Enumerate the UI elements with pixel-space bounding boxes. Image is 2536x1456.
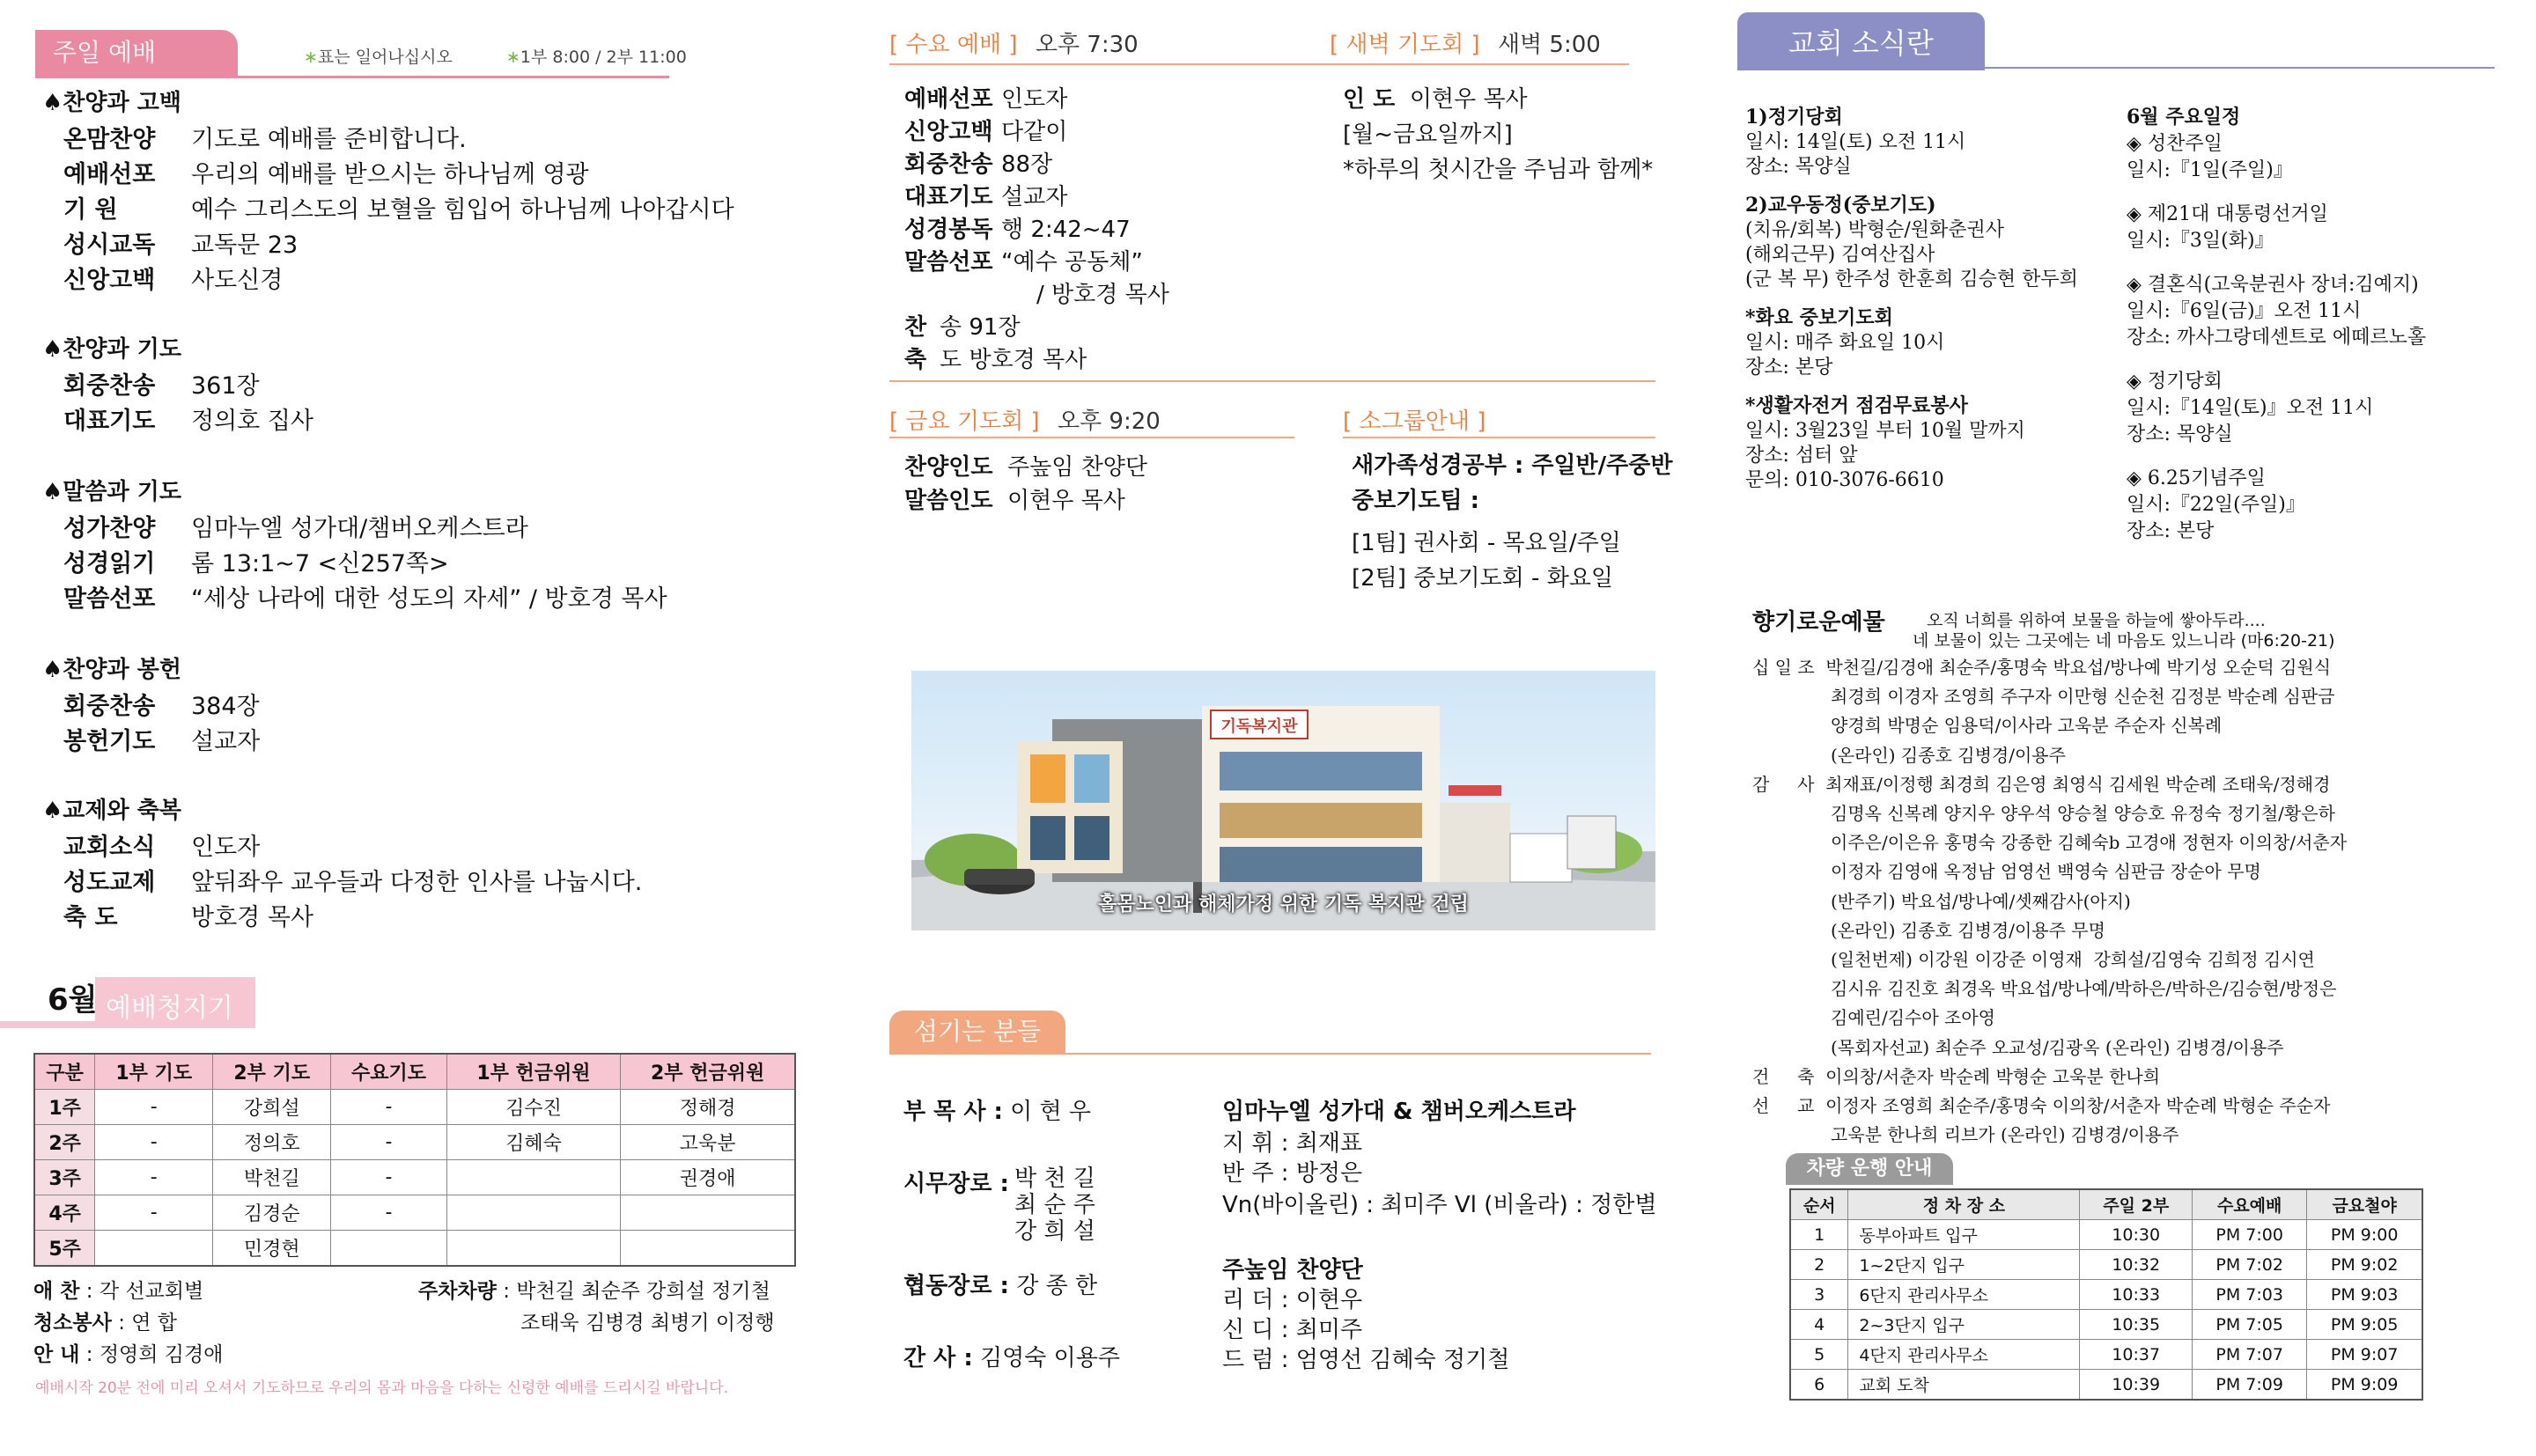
table-cell xyxy=(446,1160,621,1195)
schedule-month: 6월 xyxy=(48,982,98,1018)
table-row xyxy=(34,1160,795,1195)
bus-row xyxy=(1790,1280,2422,1310)
dawn-days: [월~금요일까지] xyxy=(1343,121,1513,148)
table-header-cell: 구분 xyxy=(34,1054,95,1090)
news-left-line: 일시: 14일(토) 오전 11시 xyxy=(1745,131,1966,153)
news-left-line: *화요 중보기도회 xyxy=(1745,306,1893,329)
offering-line: (목회자선교) 최순주 오교성/김광옥 (온라인) 김병경/이용주 xyxy=(1752,1036,2284,1058)
schedule-title: 예배청지기 xyxy=(106,993,233,1024)
news-left-line: 장소: 섬터 앞 xyxy=(1745,445,1858,467)
news-left-line: 일시: 매주 화요일 10시 xyxy=(1745,332,1945,354)
bus-row xyxy=(1790,1310,2422,1340)
offering-line: 고욱분 한나희 리브가 (온라인) 김병경/이용주 xyxy=(1752,1124,2179,1146)
bus-cell: PM 9:02 xyxy=(2307,1250,2422,1280)
order-item xyxy=(63,544,449,578)
table-cell xyxy=(621,1195,795,1231)
table-cell: 김혜숙 xyxy=(446,1125,621,1160)
bus-cell: 10:33 xyxy=(2080,1280,2193,1310)
bus-row xyxy=(1790,1220,2422,1250)
wed-order-value: 88장 xyxy=(1001,151,1053,178)
table-header-cell: 수요기도 xyxy=(331,1054,446,1090)
order-item-value: 예수 그리스도의 보혈을 힘입어 하나님께 나아갑시다 xyxy=(191,196,734,224)
bus-cell: 6 xyxy=(1790,1370,1848,1401)
wed-order-label: 축 xyxy=(904,347,927,373)
table-cell: 2주 xyxy=(34,1125,95,1160)
order-item-value: 384장 xyxy=(191,693,260,720)
news-right-line: ◈ 6.25기념주일 xyxy=(2127,467,2266,489)
news-left-line: 장소: 목양실 xyxy=(1745,156,1852,178)
order-item-label: 대표기도 xyxy=(63,408,156,435)
bus-cell: 10:39 xyxy=(2080,1370,2193,1401)
offering-line: (일천번제) 이강원 이강준 이영재 강희설/김영숙 김희정 김시연 xyxy=(1752,949,2315,970)
table-cell xyxy=(95,1231,213,1267)
order-item xyxy=(63,827,260,862)
news-left-line: 2)교우동정(중보기도) xyxy=(1745,194,1936,217)
order-item-value: “세상 나라에 대한 성도의 자세” / 방호경 목사 xyxy=(191,585,667,613)
table-cell: 정해경 xyxy=(621,1090,795,1125)
smallgroup-divider xyxy=(1343,437,1655,438)
bus-schedule-table xyxy=(1789,1188,2423,1401)
dawn-leader: 인 도 이현우 목사 xyxy=(1343,86,1528,113)
order-item-label: 성도교제 xyxy=(63,869,156,896)
bus-header-row xyxy=(1790,1189,2422,1220)
offering-verse-1: 오직 너희를 위하여 보물을 하늘에 쌓아두라.... xyxy=(1927,611,2266,630)
fri-word-leader: 말씀인도 이현우 목사 xyxy=(904,488,1125,514)
wed-order-value: 행 2:42~47 xyxy=(1001,217,1131,243)
smallgroup-bible-study: 새가족성경공부 : 주일반/주중반 xyxy=(1352,452,1673,479)
praise-team-title: 주높임 찬양단 xyxy=(1222,1257,1363,1283)
news-right-line: 장소: 까사그랑데센트로 에떼르노홀 xyxy=(2127,327,2427,349)
offering-line: 양경희 박명순 임용덕/이사라 고욱분 주순자 신복례 xyxy=(1752,715,2223,737)
bus-cell: PM 9:00 xyxy=(2307,1220,2422,1250)
bus-cell: PM 7:00 xyxy=(2193,1220,2307,1250)
coop-elder: 협동장로 : 강 종 한 xyxy=(903,1273,1098,1299)
wed-order-value: / 방호경 목사 xyxy=(1036,282,1169,308)
wed-divider xyxy=(889,63,1629,65)
offering-line: 김시유 김진호 최경옥 박요섭/방나예/박하은/박하은/김승현/방정은 xyxy=(1752,978,2337,1000)
offering-line: (반주기) 박요섭/방나예/셋째감사(아지) xyxy=(1752,890,2131,912)
duty-schedule-table xyxy=(33,1053,796,1267)
bus-cell: 5 xyxy=(1790,1340,1848,1370)
order-item-value: 임마누엘 성가대/챔버오케스트라 xyxy=(191,515,528,542)
offering-line: 김예린/김수아 조아영 xyxy=(1752,1007,1995,1029)
table-cell: 권경애 xyxy=(621,1160,795,1195)
praise-leader: 리 더 : 이현우 xyxy=(1222,1287,1363,1313)
order-item xyxy=(63,863,642,897)
dawn-motto: *하루의 첫시간을 주님과 함께* xyxy=(1343,157,1654,183)
smallgroup-title: [ 소그룹안내 ] xyxy=(1343,408,1486,435)
wed-order-label: 성경봉독 xyxy=(904,217,993,243)
order-item-value: 앞뒤좌우 교우들과 다정한 인사를 나눕시다. xyxy=(191,869,643,896)
table-cell: 김수진 xyxy=(446,1090,621,1125)
order-item-value: 사도신경 xyxy=(191,267,284,294)
wed-order-item xyxy=(904,179,1067,211)
offering-line: 최경희 이경자 조영희 주구자 이만형 신순천 김정분 박순례 심판금 xyxy=(1752,686,2335,708)
bus-cell: PM 7:03 xyxy=(2193,1280,2307,1310)
news-left-line: 일시: 3월23일 부터 10월 말까지 xyxy=(1745,420,2025,442)
sunday-service-tab xyxy=(35,30,238,76)
news-right-line: ◈ 성찬주일 xyxy=(2127,133,2223,155)
bus-cell: 10:30 xyxy=(2080,1220,2193,1250)
table-cell: - xyxy=(331,1125,446,1160)
bus-row xyxy=(1790,1370,2422,1401)
news-right-line: ◈ 정기당회 xyxy=(2127,371,2223,393)
section-heading: ♠찬양과 고백 xyxy=(42,90,181,116)
order-item-label: 회중찬송 xyxy=(63,372,156,400)
table-cell xyxy=(446,1195,621,1231)
order-item-label: 축 도 xyxy=(63,904,118,931)
servers-tab: 섬기는 분들 xyxy=(889,1011,1065,1053)
news-left-line: 장소: 본당 xyxy=(1745,357,1833,379)
order-item-label: 성가찬양 xyxy=(63,515,156,542)
news-right-line: ◈ 제21대 대통령선거일 xyxy=(2127,203,2328,225)
offering-line: 김명옥 신복례 양지우 양우석 양승철 양승호 유정숙 정기철/황은하 xyxy=(1752,803,2335,824)
news-divider xyxy=(1737,67,2495,69)
news-right-line: 일시:『14일(토)』오전 11시 xyxy=(2127,397,2374,419)
news-left-line: (해외근무) 김여산집사 xyxy=(1745,244,1935,266)
table-cell: - xyxy=(95,1125,213,1160)
choir-conductor: 지 휘 : 최재표 xyxy=(1222,1130,1363,1157)
order-item xyxy=(63,261,283,295)
order-item xyxy=(63,687,260,721)
order-item-label: 예배선포 xyxy=(63,161,156,188)
news-right-line: 장소: 목양실 xyxy=(2127,423,2233,445)
choir-accompanist: 반 주 : 방정은 xyxy=(1222,1160,1363,1187)
table-header-cell: 2부 헌금위원 xyxy=(621,1054,795,1090)
order-item xyxy=(63,722,260,756)
news-right-line: 일시:『1일(주일)』 xyxy=(2127,159,2293,181)
bus-cell: 6단지 관리사무소 xyxy=(1848,1280,2080,1310)
table-row xyxy=(34,1231,795,1267)
associate-pastor: 부 목 사 : 이 현 우 xyxy=(903,1099,1092,1125)
elders-label: 시무장로 : xyxy=(903,1171,1009,1197)
news-right-line: 장소: 본당 xyxy=(2127,520,2215,542)
order-item-label: 봉헌기도 xyxy=(63,728,156,755)
order-item-label: 교회소식 xyxy=(63,834,156,861)
wed-order-item xyxy=(904,309,1021,342)
bus-cell: 교회 도착 xyxy=(1848,1370,2080,1401)
order-item-label: 회중찬송 xyxy=(63,693,156,720)
table-cell: - xyxy=(95,1090,213,1125)
order-item-label: 성시교독 xyxy=(63,232,156,259)
bus-cell: 1 xyxy=(1790,1220,1848,1250)
table-cell: 5주 xyxy=(34,1231,95,1267)
table-row xyxy=(34,1125,795,1160)
table-cell: 정의호 xyxy=(213,1125,331,1160)
wed-service-title: [ 수요 예배 ] 오후 7:30 xyxy=(889,32,1139,58)
bus-cell: 4단지 관리사무소 xyxy=(1848,1340,2080,1370)
order-item-value: 롬 13:1~7 <신257쪽> xyxy=(191,550,449,577)
wed-order-value: “예수 공동체” xyxy=(1001,249,1143,276)
order-item-value: 인도자 xyxy=(191,834,261,861)
wed-order-value: 도 방호경 목사 xyxy=(940,347,1087,373)
smallgroup-team1: [1팀] 권사회 - 목요일/주일 xyxy=(1352,530,1621,556)
wed-order-item xyxy=(904,146,1052,179)
offering-line: 이주은/이은유 홍명숙 강종한 김혜숙b 고경애 정현자 이의창/서춘자 xyxy=(1752,832,2348,854)
table-cell xyxy=(331,1231,446,1267)
section-heading: ♠말씀과 기도 xyxy=(42,479,181,505)
order-item-value: 정의호 집사 xyxy=(191,408,313,435)
wed-order-label: 말씀선포 xyxy=(904,249,993,276)
duty-parking-2: 조태욱 김병경 최병기 이정행 xyxy=(520,1312,775,1335)
column-church-news xyxy=(1691,0,2536,1456)
section-heading: ♠교제와 축복 xyxy=(42,798,181,824)
wed-order-item xyxy=(904,81,1067,114)
news-right-line: 6월 주요일정 xyxy=(2127,106,2241,129)
fri-divider xyxy=(889,437,1294,438)
wed-order-item xyxy=(904,276,1169,309)
table-cell: - xyxy=(95,1160,213,1195)
table-cell: 강희설 xyxy=(213,1090,331,1125)
bus-cell: PM 9:09 xyxy=(2307,1370,2422,1401)
table-header-row xyxy=(34,1054,795,1090)
bus-cell: 10:32 xyxy=(2080,1250,2193,1280)
bus-cell: PM 7:05 xyxy=(2193,1310,2307,1340)
fri-praise-leader: 찬양인도 주높임 찬양단 xyxy=(904,454,1147,481)
news-right-line: 일시:『6일(금)』오전 11시 xyxy=(2127,300,2362,322)
wed-order-value: 인도자 xyxy=(1001,86,1068,113)
offering-line: (온라인) 김종호 김병경/이용주 무명 xyxy=(1752,919,2105,941)
wed-order-item xyxy=(904,342,1087,374)
bus-cell: PM 7:02 xyxy=(2193,1250,2307,1280)
column-sunday-service xyxy=(0,0,845,1456)
bus-cell: 3 xyxy=(1790,1280,1848,1310)
table-cell: 김경순 xyxy=(213,1195,331,1231)
wed-order-item xyxy=(904,114,1067,146)
bus-header-cell: 정 차 장 소 xyxy=(1848,1189,2080,1220)
duty-parking: 주차차량 : 박천길 최순주 강희설 정기철 xyxy=(418,1280,770,1303)
offering-line: 이정자 김영애 옥정남 엄영선 백영숙 심판금 장순아 무명 xyxy=(1752,861,2261,883)
wed-order-label: 찬 xyxy=(904,314,927,341)
wed-order-item xyxy=(904,244,1143,276)
table-cell: - xyxy=(95,1195,213,1231)
order-item-value: 우리의 예배를 받으시는 하나님께 영광 xyxy=(191,161,589,188)
news-right-line: ◈ 결혼식(고욱분권사 장녀:김예지) xyxy=(2127,274,2419,296)
bus-cell: PM 9:05 xyxy=(2307,1310,2422,1340)
wed-order-value: 다같이 xyxy=(1001,119,1068,145)
elders-list: 박 천 길 최 순 주 강 희 설 xyxy=(1014,1166,1095,1245)
order-item-label: 성경읽기 xyxy=(63,550,156,577)
offering-verse-2: 네 보물이 있는 그곳에는 네 마음도 있느니라 (마6:20-21) xyxy=(1913,631,2335,651)
wed-order-label: 회중찬송 xyxy=(904,151,993,178)
dawn-prayer-title: [ 새벽 기도회 ] 새벽 5:00 xyxy=(1330,32,1601,58)
order-item xyxy=(63,120,467,154)
order-item xyxy=(63,509,528,543)
offering-line: 감 사 최재표/이정행 최경희 김은영 최영식 김세원 박순례 조태욱/정해경 xyxy=(1752,773,2331,795)
table-cell: 고욱분 xyxy=(621,1125,795,1160)
order-item xyxy=(63,366,260,401)
duty-communion: 애 찬 : 각 선교회별 xyxy=(33,1280,204,1303)
illustration-caption: 홀몸노인과 해체가정 위한 기독 복지관 건립 xyxy=(1098,893,1469,916)
duty-usher: 안 내 : 정영희 김경애 xyxy=(33,1343,224,1366)
table-cell xyxy=(621,1231,795,1267)
news-left-line: (치유/회복) 박형순/원화춘권사 xyxy=(1745,219,2005,241)
bus-header-cell: 주일 2부 xyxy=(2080,1189,2193,1220)
bus-header-cell: 수요예배 xyxy=(2193,1189,2307,1220)
standing-note: ∗표는 일어나십시오 xyxy=(304,48,453,67)
order-item-label: 온맘찬양 xyxy=(63,126,156,153)
worship-footer-note: 예배시작 20분 전에 미리 오셔서 기도하므로 우리의 몸과 마음을 다하는 신령한 예배를 드리시길 바랍니다. xyxy=(35,1379,729,1397)
order-item xyxy=(63,225,298,260)
bus-row xyxy=(1790,1340,2422,1370)
service-times: ∗1부 8:00 / 2부 11:00 xyxy=(506,48,687,67)
church-news-tab: 교회 소식란 xyxy=(1737,12,1985,70)
bus-cell: PM 7:09 xyxy=(2193,1370,2307,1401)
order-item-value: 방호경 목사 xyxy=(191,904,313,931)
order-item xyxy=(63,401,313,436)
order-item-value: 361장 xyxy=(191,372,260,400)
table-cell xyxy=(446,1231,621,1267)
choir-strings: Vn(바이올린) : 최미주 Vl (비올라) : 정한별 xyxy=(1222,1192,1657,1218)
offering-line: (온라인) 김종호 김병경/이용주 xyxy=(1752,744,2066,766)
bus-cell: 1~2단지 입구 xyxy=(1848,1250,2080,1280)
table-cell: - xyxy=(331,1090,446,1125)
duty-cleaning: 청소봉사 : 연 합 xyxy=(33,1312,177,1335)
servers-divider xyxy=(889,1053,1651,1055)
table-row xyxy=(34,1090,795,1125)
news-left-line: 문의: 010-3076-6610 xyxy=(1745,469,1944,491)
table-header-cell: 1부 헌금위원 xyxy=(446,1054,621,1090)
table-cell: 4주 xyxy=(34,1195,95,1231)
bus-cell: 4 xyxy=(1790,1310,1848,1340)
wed-order-value: 설교자 xyxy=(1001,184,1068,210)
table-cell: 민경현 xyxy=(213,1231,331,1267)
order-item xyxy=(63,190,734,224)
column-weekday-services xyxy=(845,0,1691,1456)
bus-cell: PM 7:07 xyxy=(2193,1340,2307,1370)
table-cell: 3주 xyxy=(34,1160,95,1195)
order-item xyxy=(63,155,589,189)
wed-order-label: 대표기도 xyxy=(904,184,993,210)
table-header-cell: 1부 기도 xyxy=(95,1054,213,1090)
wed-order-value: 송 91장 xyxy=(940,314,1021,341)
praise-synth: 신 디 : 최미주 xyxy=(1222,1317,1363,1343)
fri-prayer-title: [ 금요 기도회 ] 오후 9:20 xyxy=(889,408,1161,435)
table-row xyxy=(34,1195,795,1231)
smallgroup-intercession: 중보기도팀 : xyxy=(1352,488,1480,514)
section-heading: ♠찬양과 기도 xyxy=(42,336,181,363)
bus-cell: 2~3단지 입구 xyxy=(1848,1310,2080,1340)
bus-cell: 10:35 xyxy=(2080,1310,2193,1340)
offering-line: 선 교 이정자 조영희 최순주/홍명숙 이의창/서춘자 박순례 박형순 주순자 xyxy=(1752,1095,2331,1116)
bus-header-cell: 금요철야 xyxy=(2307,1189,2422,1220)
table-cell: - xyxy=(331,1160,446,1195)
news-left-line: 1)정기당회 xyxy=(1745,106,1843,129)
table-cell: 1주 xyxy=(34,1090,95,1125)
sunday-service-title: 주일 예배 xyxy=(53,38,157,67)
bus-cell: 동부아파트 입구 xyxy=(1848,1220,2080,1250)
table-header-cell: 2부 기도 xyxy=(213,1054,331,1090)
order-item-label: 말씀선포 xyxy=(63,585,156,613)
order-item xyxy=(63,579,667,614)
news-left-line: (군 복 무) 한주성 한훈희 김승현 한두희 xyxy=(1745,268,2078,290)
news-left-line: *생활자전거 점검무료봉사 xyxy=(1745,394,1968,417)
bus-cell: 2 xyxy=(1790,1250,1848,1280)
praise-drums: 드 럼 : 엄영선 김혜숙 정기철 xyxy=(1222,1347,1510,1373)
bus-cell: PM 9:03 xyxy=(2307,1280,2422,1310)
bus-header-cell: 순서 xyxy=(1790,1189,1848,1220)
offering-title: 향기로운예물 xyxy=(1752,609,1885,636)
order-item-value: 설교자 xyxy=(191,728,261,755)
smallgroup-team2: [2팀] 중보기도회 - 화요일 xyxy=(1352,565,1614,592)
bus-schedule-title: 차량 운행 안내 xyxy=(1786,1153,1953,1185)
news-right-line: 일시:『22일(주일)』 xyxy=(2127,494,2305,516)
offering-line: 건 축 이의창/서춘자 박순례 박형순 고욱분 한나희 xyxy=(1752,1065,2161,1087)
order-item-value: 기도로 예배를 준비합니다. xyxy=(191,126,467,153)
bus-row xyxy=(1790,1250,2422,1280)
order-item-label: 신앙고백 xyxy=(63,267,156,294)
order-item xyxy=(63,898,313,932)
section-heading: ♠찬양과 봉헌 xyxy=(42,657,181,683)
bus-cell: 10:37 xyxy=(2080,1340,2193,1370)
choir-title: 임마누엘 성가대 & 챔버오케스트라 xyxy=(1222,1099,1576,1125)
wed-order-item xyxy=(904,211,1131,244)
order-item-value: 교독문 23 xyxy=(191,232,299,259)
staff: 간 사 : 김영숙 이용주 xyxy=(903,1345,1120,1371)
offering-line: 십 일 조 박천길/김경애 최순주/홍명숙 박요섭/방나예 박기성 오순덕 김원식 xyxy=(1752,657,2332,678)
order-item-label: 기 원 xyxy=(63,196,118,224)
wed-order-label: 예배선포 xyxy=(904,86,993,113)
table-cell: 박천길 xyxy=(213,1160,331,1195)
table-cell: - xyxy=(331,1195,446,1231)
bus-cell: PM 9:07 xyxy=(2307,1340,2422,1370)
wed-order-label: 신앙고백 xyxy=(904,119,993,145)
mid-divider xyxy=(889,380,1655,382)
news-right-line: 일시:『3일(화)』 xyxy=(2127,230,2274,252)
header-divider xyxy=(35,76,669,78)
building-sign-text: 기독복지관 xyxy=(1220,717,1298,736)
